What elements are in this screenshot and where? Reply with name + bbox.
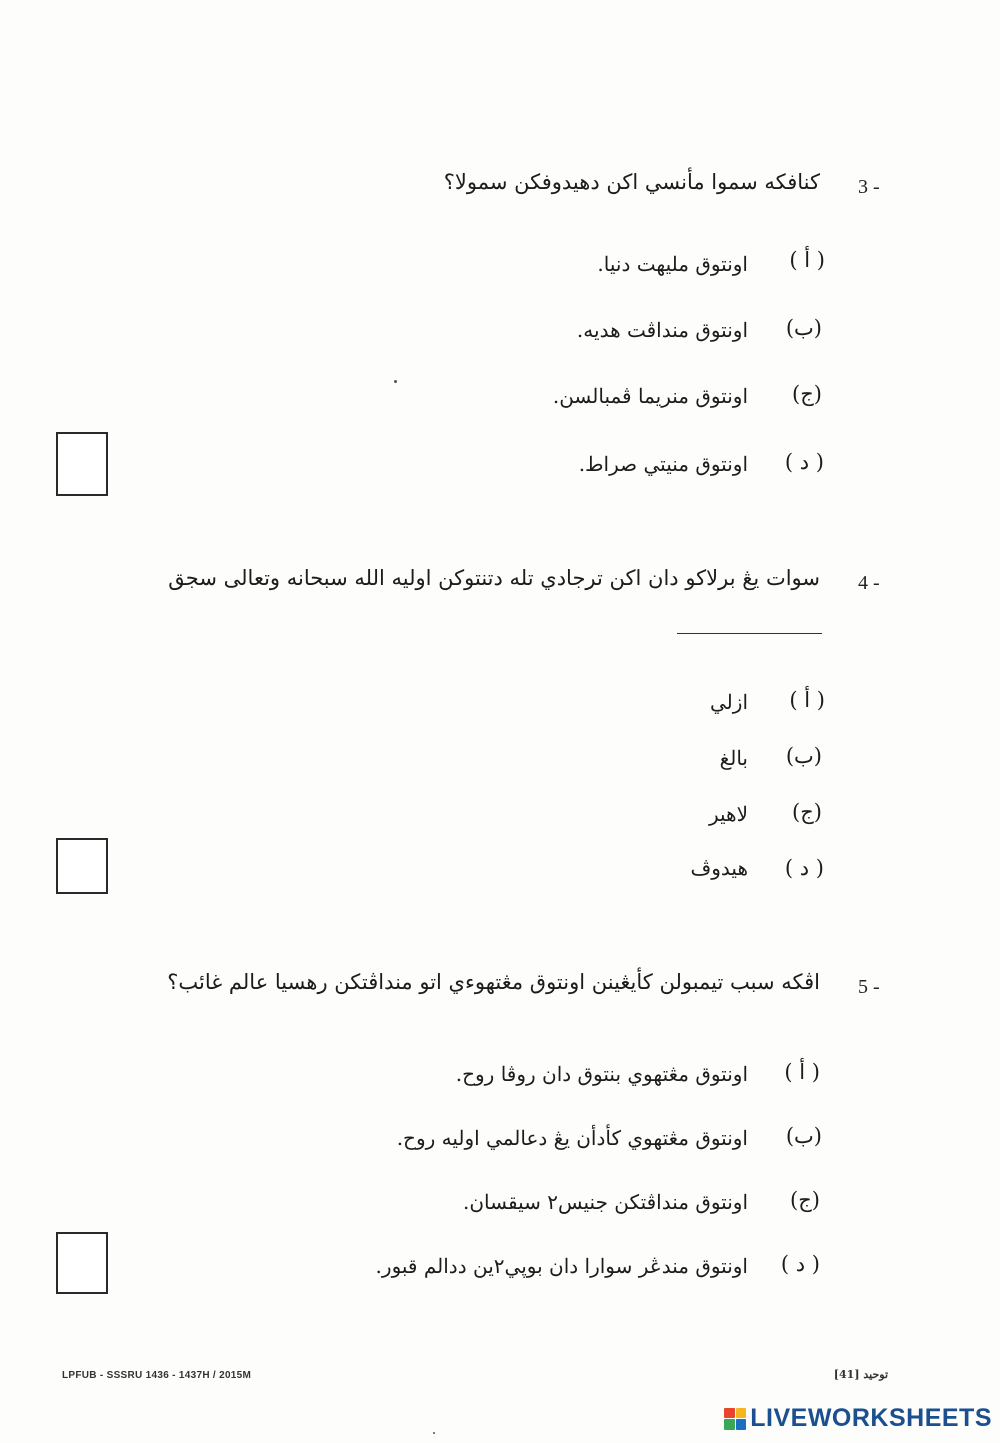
question-5-option-c-letter: (ج) <box>790 1188 820 1212</box>
question-4-option-c-letter: (ج) <box>792 800 822 824</box>
question-4-option-a: ازلي <box>710 690 748 714</box>
print-speck <box>433 1432 435 1434</box>
question-3-option-a: اونتوق مليهت دنيا. <box>597 252 748 276</box>
question-4-option-b-letter: (ب) <box>785 744 822 768</box>
footer-subject-page: توحيد [41] <box>833 1368 888 1381</box>
question-3-option-d: اونتوق منيتي صراط. <box>578 452 748 476</box>
question-3-text: كنافكه سموا مأنسي اكن دهيدوفكن سمولا؟ <box>443 170 820 194</box>
question-5-option-b-letter: (ب) <box>785 1124 822 1148</box>
question-5-option-d-letter: ( د ) <box>780 1252 820 1276</box>
question-5-option-d: اونتوق مندڠر سوارا دان بوپي٢ين ددالم قبور. <box>375 1254 748 1278</box>
question-4-blank-line <box>677 633 822 634</box>
question-4-option-d-letter: ( د ) <box>784 856 824 880</box>
question-5-option-c: اونتوق منداڤتكن جنيس٢ سيقسان. <box>463 1190 748 1214</box>
question-3-option-a-letter: ( أ ) <box>789 248 825 272</box>
question-3-answer-box[interactable] <box>56 432 108 496</box>
question-3-number: 3 - <box>858 176 880 198</box>
question-5-option-a: اونتوق مڠتهوي بنتوق دان روڤا روح. <box>455 1062 748 1086</box>
question-4-option-c: لاهير <box>708 802 748 826</box>
question-3-option-d-letter: ( د ) <box>784 450 824 474</box>
liveworksheets-logo <box>724 1404 992 1433</box>
print-speck <box>394 380 397 383</box>
question-5-number: 5 - <box>858 976 880 998</box>
liveworksheets-logo-icon <box>724 1408 746 1430</box>
question-5-text: اڤكه سبب تيمبولن كأيڠينن اونتوق مڠتهوءي اتو منداڤتكن رهسيا عالم غائب؟ <box>167 970 820 994</box>
question-5-option-b: اونتوق مڠتهوي كأدأن يڠ دعالمي اوليه روح. <box>396 1126 748 1150</box>
liveworksheets-logo-text: LIVEWORKSHEETS <box>750 1404 992 1432</box>
logo-square-icon <box>736 1419 747 1430</box>
footer-exam-code: LPFUB - SSSRU 1436 - 1437H / 2015M <box>62 1370 252 1381</box>
question-4-number: 4 - <box>858 572 880 594</box>
question-4-option-d: هيدوڤ <box>690 856 748 880</box>
question-4-option-b: بالغ <box>719 746 748 770</box>
logo-square-icon <box>724 1408 735 1419</box>
question-5-answer-box[interactable] <box>56 1232 108 1294</box>
question-3-option-b: اونتوق منداڤت هديه. <box>576 318 748 342</box>
question-4-answer-box[interactable] <box>56 838 108 894</box>
question-3-option-c: اونتوق منريما ڤمبالسن. <box>552 384 748 408</box>
question-3-option-b-letter: (ب) <box>785 316 822 340</box>
question-4-text: سوات يڠ برلاكو دان اكن ترجادي تله دتنتوكن اوليه الله سبحانه وتعالى سجق <box>168 566 820 590</box>
question-3-option-c-letter: (ج) <box>792 382 822 406</box>
question-4-option-a-letter: ( أ ) <box>789 688 825 712</box>
question-5-option-a-letter: ( أ ) <box>784 1060 820 1084</box>
logo-square-icon <box>724 1419 735 1430</box>
logo-square-icon <box>736 1408 747 1419</box>
